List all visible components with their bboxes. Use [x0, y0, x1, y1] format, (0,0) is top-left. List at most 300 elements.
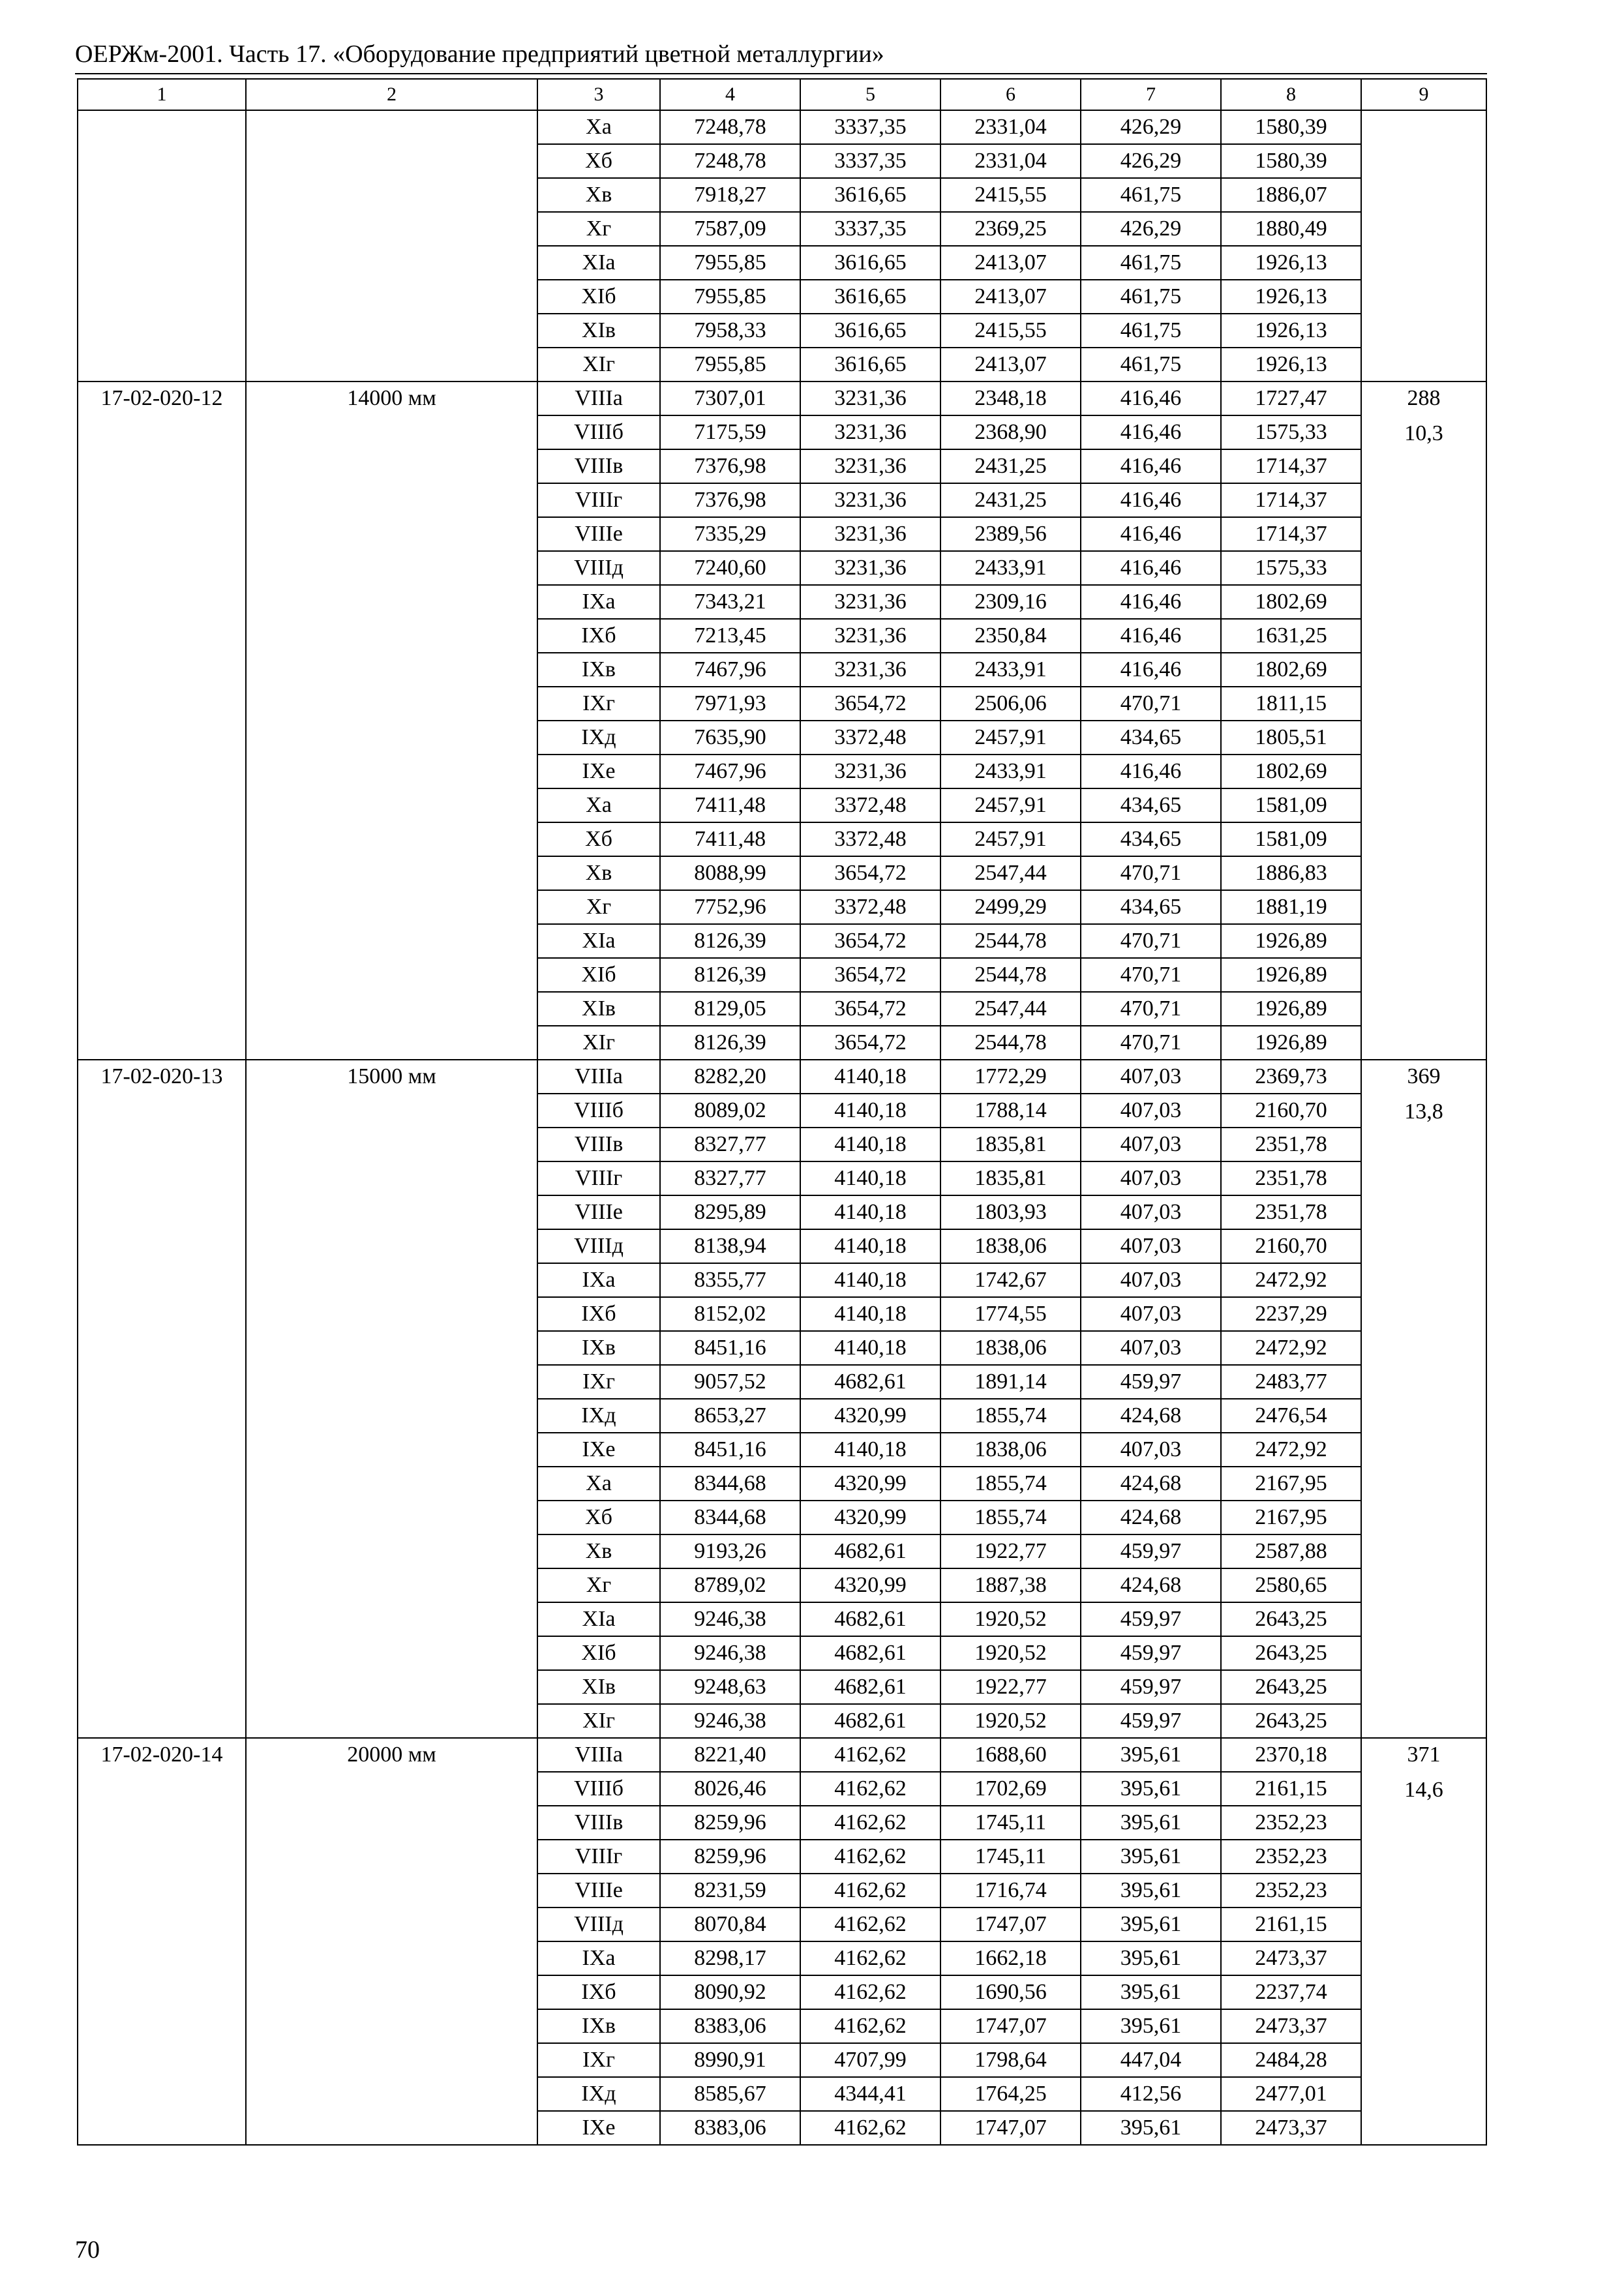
value-cell: 2643,25: [1221, 1636, 1361, 1670]
value-cell: 3616,65: [800, 178, 940, 212]
group-cell: VIIIд: [537, 1229, 660, 1263]
value-cell: 2160,70: [1221, 1229, 1361, 1263]
value-cell: 2351,78: [1221, 1161, 1361, 1195]
group-cell: VIIIг: [537, 1161, 660, 1195]
value-cell: 395,61: [1081, 1908, 1221, 1941]
value-cell: 2473,37: [1221, 2111, 1361, 2145]
value-cell: 9246,38: [660, 1602, 800, 1636]
table-row: [78, 110, 1486, 144]
group-cell: XIa: [537, 924, 660, 958]
group-cell: VIIIг: [537, 1840, 660, 1874]
value-cell: 470,71: [1081, 856, 1221, 890]
value-cell: 1803,93: [940, 1195, 1081, 1229]
code-cell: 17-02-020-12: [78, 382, 246, 1060]
value-cell: 8089,02: [660, 1094, 800, 1128]
value-cell: 4320,99: [800, 1568, 940, 1602]
value-cell: 424,68: [1081, 1568, 1221, 1602]
value-cell: 2431,25: [940, 449, 1081, 483]
value-cell: 2484,28: [1221, 2043, 1361, 2077]
code-cell: 17-02-020-13: [78, 1060, 246, 1738]
value-cell: 1690,56: [940, 1975, 1081, 2009]
group-cell: VIIIг: [537, 483, 660, 517]
value-cell: 9246,38: [660, 1704, 800, 1738]
group-cell: IXд: [537, 721, 660, 755]
group-cell: XIв: [537, 992, 660, 1026]
value-cell: 412,56: [1081, 2077, 1221, 2111]
value-cell: 7335,29: [660, 517, 800, 551]
value-cell: 459,97: [1081, 1534, 1221, 1568]
group-cell: VIIIб: [537, 1094, 660, 1128]
value-cell: 1727,47: [1221, 382, 1361, 415]
value-cell: 1926,89: [1221, 924, 1361, 958]
value-cell: 8298,17: [660, 1941, 800, 1975]
value-cell: 1835,81: [940, 1128, 1081, 1161]
value-cell: 1922,77: [940, 1670, 1081, 1704]
name-cell: 20000 мм: [246, 1738, 537, 2145]
value-cell: 4140,18: [800, 1297, 940, 1331]
value-cell: 459,97: [1081, 1602, 1221, 1636]
value-cell: 1745,11: [940, 1806, 1081, 1840]
value-cell: 407,03: [1081, 1128, 1221, 1161]
group-cell: Xб: [537, 822, 660, 856]
value-cell: 395,61: [1081, 2111, 1221, 2145]
value-cell: 461,75: [1081, 314, 1221, 348]
group-cell: XIг: [537, 348, 660, 382]
value-cell: 1798,64: [940, 2043, 1081, 2077]
value-cell: 8451,16: [660, 1331, 800, 1365]
group-cell: Xв: [537, 856, 660, 890]
value-cell: 1631,25: [1221, 619, 1361, 653]
value-cell: 2483,77: [1221, 1365, 1361, 1399]
value-cell: 8653,27: [660, 1399, 800, 1433]
group-cell: IXв: [537, 653, 660, 687]
group-cell: IXв: [537, 2009, 660, 2043]
col9-cell: [1361, 110, 1486, 382]
value-cell: 1926,13: [1221, 280, 1361, 314]
value-cell: 4140,18: [800, 1195, 940, 1229]
value-cell: 4682,61: [800, 1704, 940, 1738]
value-cell: 1714,37: [1221, 449, 1361, 483]
value-cell: 4140,18: [800, 1094, 940, 1128]
col9-value: 288: [1407, 386, 1441, 410]
value-cell: 4162,62: [800, 1975, 940, 2009]
value-cell: 3616,65: [800, 246, 940, 280]
value-cell: 4140,18: [800, 1433, 940, 1467]
value-cell: 2476,54: [1221, 1399, 1361, 1433]
value-cell: 1920,52: [940, 1704, 1081, 1738]
value-cell: 2457,91: [940, 788, 1081, 822]
value-cell: 1747,07: [940, 2009, 1081, 2043]
value-cell: 459,97: [1081, 1636, 1221, 1670]
value-cell: 424,68: [1081, 1399, 1221, 1433]
value-cell: 7343,21: [660, 585, 800, 619]
group-cell: Xa: [537, 110, 660, 144]
value-cell: 2413,07: [940, 280, 1081, 314]
value-cell: 3616,65: [800, 348, 940, 382]
value-cell: 426,29: [1081, 110, 1221, 144]
value-cell: 1855,74: [940, 1501, 1081, 1534]
value-cell: 2433,91: [940, 653, 1081, 687]
group-cell: VIIIe: [537, 1195, 660, 1229]
value-cell: 2477,01: [1221, 2077, 1361, 2111]
value-cell: 3231,36: [800, 517, 940, 551]
value-cell: 1926,13: [1221, 314, 1361, 348]
value-cell: 2415,55: [940, 178, 1081, 212]
code-cell: [78, 110, 246, 382]
value-cell: 1926,13: [1221, 246, 1361, 280]
value-cell: 7955,85: [660, 246, 800, 280]
value-cell: 8344,68: [660, 1467, 800, 1501]
value-cell: 8231,59: [660, 1874, 800, 1908]
value-cell: 9248,63: [660, 1670, 800, 1704]
value-cell: 4162,62: [800, 1874, 940, 1908]
value-cell: 2237,74: [1221, 1975, 1361, 2009]
value-cell: 4320,99: [800, 1501, 940, 1534]
value-cell: 8259,96: [660, 1806, 800, 1840]
value-cell: 4140,18: [800, 1060, 940, 1094]
value-cell: 9193,26: [660, 1534, 800, 1568]
group-cell: IXб: [537, 1975, 660, 2009]
group-cell: Xв: [537, 1534, 660, 1568]
value-cell: 7752,96: [660, 890, 800, 924]
group-cell: VIIIб: [537, 1772, 660, 1806]
column-number: 9: [1361, 79, 1486, 110]
value-cell: 1811,15: [1221, 687, 1361, 721]
value-cell: 4162,62: [800, 1738, 940, 1772]
name-cell: [246, 110, 537, 382]
value-cell: 2643,25: [1221, 1670, 1361, 1704]
page-header: ОЕРЖм-2001. Часть 17. «Оборудование предприятий цветной металлургии»: [75, 40, 884, 68]
value-cell: 424,68: [1081, 1501, 1221, 1534]
value-cell: 8295,89: [660, 1195, 800, 1229]
value-cell: 7411,48: [660, 788, 800, 822]
value-cell: 426,29: [1081, 212, 1221, 246]
value-cell: 1802,69: [1221, 653, 1361, 687]
col9-value: 13,8: [1404, 1100, 1443, 1124]
value-cell: 1575,33: [1221, 415, 1361, 449]
value-cell: 459,97: [1081, 1704, 1221, 1738]
value-cell: 1575,33: [1221, 551, 1361, 585]
column-number: 2: [246, 79, 537, 110]
value-cell: 2457,91: [940, 822, 1081, 856]
value-cell: 3654,72: [800, 856, 940, 890]
value-cell: 4682,61: [800, 1670, 940, 1704]
value-cell: 8344,68: [660, 1501, 800, 1534]
value-cell: 8383,06: [660, 2111, 800, 2145]
value-cell: 8138,94: [660, 1229, 800, 1263]
value-cell: 2370,18: [1221, 1738, 1361, 1772]
value-cell: 2457,91: [940, 721, 1081, 755]
value-cell: 2352,23: [1221, 1806, 1361, 1840]
value-cell: 8152,02: [660, 1297, 800, 1331]
group-cell: XIг: [537, 1704, 660, 1738]
value-cell: 1855,74: [940, 1467, 1081, 1501]
value-cell: 3337,35: [800, 144, 940, 178]
value-cell: 395,61: [1081, 1738, 1221, 1772]
value-cell: 461,75: [1081, 246, 1221, 280]
value-cell: 1702,69: [940, 1772, 1081, 1806]
value-cell: 3231,36: [800, 551, 940, 585]
value-cell: 8355,77: [660, 1263, 800, 1297]
value-cell: 2161,15: [1221, 1908, 1361, 1941]
value-cell: 1920,52: [940, 1602, 1081, 1636]
value-cell: 416,46: [1081, 755, 1221, 788]
value-cell: 3616,65: [800, 280, 940, 314]
value-cell: 1580,39: [1221, 144, 1361, 178]
value-cell: 4140,18: [800, 1229, 940, 1263]
group-cell: Xб: [537, 144, 660, 178]
group-cell: Xг: [537, 212, 660, 246]
value-cell: 3231,36: [800, 483, 940, 517]
value-cell: 8070,84: [660, 1908, 800, 1941]
column-number: 8: [1221, 79, 1361, 110]
value-cell: 1714,37: [1221, 517, 1361, 551]
value-cell: 407,03: [1081, 1229, 1221, 1263]
group-cell: IXд: [537, 1399, 660, 1433]
value-cell: 2472,92: [1221, 1433, 1361, 1467]
value-cell: 2547,44: [940, 992, 1081, 1026]
value-cell: 7411,48: [660, 822, 800, 856]
value-cell: 8026,46: [660, 1772, 800, 1806]
code-cell: 17-02-020-14: [78, 1738, 246, 2145]
col9-cell: [1361, 382, 1486, 1060]
value-cell: 4162,62: [800, 1806, 940, 1840]
group-cell: VIIIe: [537, 1874, 660, 1908]
value-cell: 1926,89: [1221, 1026, 1361, 1060]
value-cell: 1805,51: [1221, 721, 1361, 755]
group-cell: IXб: [537, 1297, 660, 1331]
value-cell: 4162,62: [800, 2111, 940, 2145]
value-cell: 4162,62: [800, 1908, 940, 1941]
value-cell: 7467,96: [660, 653, 800, 687]
value-cell: 4140,18: [800, 1128, 940, 1161]
group-cell: VIIIб: [537, 415, 660, 449]
group-cell: Xб: [537, 1501, 660, 1534]
name-cell: 14000 мм: [246, 382, 537, 1060]
value-cell: 3654,72: [800, 687, 940, 721]
value-cell: 2472,92: [1221, 1263, 1361, 1297]
value-cell: 2369,25: [940, 212, 1081, 246]
value-cell: 4140,18: [800, 1331, 940, 1365]
value-cell: 8126,39: [660, 924, 800, 958]
value-cell: 416,46: [1081, 551, 1221, 585]
value-cell: 2352,23: [1221, 1840, 1361, 1874]
value-cell: 1891,14: [940, 1365, 1081, 1399]
group-cell: VIIIв: [537, 1128, 660, 1161]
value-cell: 2161,15: [1221, 1772, 1361, 1806]
value-cell: 2506,06: [940, 687, 1081, 721]
value-cell: 2160,70: [1221, 1094, 1361, 1128]
group-cell: VIIIд: [537, 551, 660, 585]
value-cell: 470,71: [1081, 924, 1221, 958]
value-cell: 2351,78: [1221, 1128, 1361, 1161]
group-cell: Xв: [537, 178, 660, 212]
group-cell: VIIIв: [537, 449, 660, 483]
page-number: 70: [75, 2236, 100, 2264]
group-cell: IXд: [537, 2077, 660, 2111]
value-cell: 2433,91: [940, 755, 1081, 788]
value-cell: 1716,74: [940, 1874, 1081, 1908]
value-cell: 3231,36: [800, 653, 940, 687]
col9-value: 10,3: [1404, 421, 1443, 445]
value-cell: 1881,19: [1221, 890, 1361, 924]
value-cell: 3231,36: [800, 415, 940, 449]
value-cell: 2369,73: [1221, 1060, 1361, 1094]
value-cell: 8126,39: [660, 958, 800, 992]
value-cell: 3231,36: [800, 619, 940, 653]
value-cell: 1764,25: [940, 2077, 1081, 2111]
value-cell: 7587,09: [660, 212, 800, 246]
group-cell: IXг: [537, 2043, 660, 2077]
group-cell: VIIIa: [537, 1738, 660, 1772]
column-number: 3: [537, 79, 660, 110]
value-cell: 416,46: [1081, 585, 1221, 619]
value-cell: 1742,67: [940, 1263, 1081, 1297]
value-cell: 8383,06: [660, 2009, 800, 2043]
group-cell: Xг: [537, 1568, 660, 1602]
group-cell: IXa: [537, 585, 660, 619]
value-cell: 434,65: [1081, 788, 1221, 822]
value-cell: 416,46: [1081, 619, 1221, 653]
value-cell: 1581,09: [1221, 822, 1361, 856]
value-cell: 2580,65: [1221, 1568, 1361, 1602]
column-number: 1: [78, 79, 246, 110]
col9-value: 371: [1407, 1743, 1441, 1767]
value-cell: 407,03: [1081, 1297, 1221, 1331]
value-cell: 2431,25: [940, 483, 1081, 517]
value-cell: 8259,96: [660, 1840, 800, 1874]
value-cell: 1772,29: [940, 1060, 1081, 1094]
value-cell: 3654,72: [800, 924, 940, 958]
value-cell: 1920,52: [940, 1636, 1081, 1670]
value-cell: 3231,36: [800, 585, 940, 619]
value-cell: 1838,06: [940, 1229, 1081, 1263]
table-row: [78, 1060, 1486, 1094]
value-cell: 470,71: [1081, 958, 1221, 992]
value-cell: 8126,39: [660, 1026, 800, 1060]
value-cell: 2167,95: [1221, 1501, 1361, 1534]
table-row: [78, 1738, 1486, 1772]
value-cell: 2473,37: [1221, 1941, 1361, 1975]
value-cell: 461,75: [1081, 280, 1221, 314]
column-number: 6: [940, 79, 1081, 110]
group-cell: XIб: [537, 958, 660, 992]
value-cell: 2499,29: [940, 890, 1081, 924]
value-cell: 470,71: [1081, 992, 1221, 1026]
value-cell: 2352,23: [1221, 1874, 1361, 1908]
value-cell: 8327,77: [660, 1128, 800, 1161]
value-cell: 4162,62: [800, 2009, 940, 2043]
value-cell: 2351,78: [1221, 1195, 1361, 1229]
value-cell: 7955,85: [660, 348, 800, 382]
column-number: 7: [1081, 79, 1221, 110]
value-cell: 7467,96: [660, 755, 800, 788]
value-cell: 426,29: [1081, 144, 1221, 178]
group-cell: IXб: [537, 619, 660, 653]
group-cell: VIIIд: [537, 1908, 660, 1941]
value-cell: 4682,61: [800, 1534, 940, 1568]
value-cell: 2544,78: [940, 1026, 1081, 1060]
col9-value: 14,6: [1404, 1778, 1443, 1802]
value-cell: 4140,18: [800, 1263, 940, 1297]
value-cell: 3337,35: [800, 212, 940, 246]
value-cell: 3337,35: [800, 110, 940, 144]
value-cell: 1747,07: [940, 2111, 1081, 2145]
value-cell: 407,03: [1081, 1433, 1221, 1467]
value-cell: 2544,78: [940, 958, 1081, 992]
table-body: [78, 79, 1486, 2145]
value-cell: 1922,77: [940, 1534, 1081, 1568]
value-cell: 416,46: [1081, 483, 1221, 517]
value-cell: 424,68: [1081, 1467, 1221, 1501]
value-cell: 7248,78: [660, 110, 800, 144]
table-row: [78, 382, 1486, 415]
value-cell: 7175,59: [660, 415, 800, 449]
value-cell: 4320,99: [800, 1467, 940, 1501]
value-cell: 4707,99: [800, 2043, 940, 2077]
value-cell: 416,46: [1081, 449, 1221, 483]
value-cell: 395,61: [1081, 2009, 1221, 2043]
value-cell: 1838,06: [940, 1331, 1081, 1365]
value-cell: 2167,95: [1221, 1467, 1361, 1501]
value-cell: 1580,39: [1221, 110, 1361, 144]
value-cell: 470,71: [1081, 687, 1221, 721]
value-cell: 2413,07: [940, 246, 1081, 280]
value-cell: 7376,98: [660, 449, 800, 483]
group-cell: IXe: [537, 755, 660, 788]
value-cell: 1926,13: [1221, 348, 1361, 382]
value-cell: 8090,92: [660, 1975, 800, 2009]
value-cell: 3231,36: [800, 382, 940, 415]
value-cell: 434,65: [1081, 890, 1221, 924]
value-cell: 4344,41: [800, 2077, 940, 2111]
value-cell: 2348,18: [940, 382, 1081, 415]
value-cell: 4682,61: [800, 1636, 940, 1670]
value-cell: 407,03: [1081, 1331, 1221, 1365]
value-cell: 8282,20: [660, 1060, 800, 1094]
value-cell: 2309,16: [940, 585, 1081, 619]
group-cell: VIIIa: [537, 382, 660, 415]
value-cell: 7376,98: [660, 483, 800, 517]
value-cell: 7213,45: [660, 619, 800, 653]
value-cell: 395,61: [1081, 1840, 1221, 1874]
group-cell: VIIIe: [537, 517, 660, 551]
value-cell: 4162,62: [800, 1772, 940, 1806]
group-cell: XIв: [537, 1670, 660, 1704]
group-cell: IXa: [537, 1263, 660, 1297]
value-cell: 3654,72: [800, 1026, 940, 1060]
value-cell: 2587,88: [1221, 1534, 1361, 1568]
value-cell: 4162,62: [800, 1840, 940, 1874]
value-cell: 8088,99: [660, 856, 800, 890]
value-cell: 3372,48: [800, 721, 940, 755]
value-cell: 1835,81: [940, 1161, 1081, 1195]
value-cell: 9246,38: [660, 1636, 800, 1670]
value-cell: 4682,61: [800, 1602, 940, 1636]
value-cell: 416,46: [1081, 517, 1221, 551]
group-cell: IXг: [537, 1365, 660, 1399]
value-cell: 1838,06: [940, 1433, 1081, 1467]
value-cell: 3372,48: [800, 822, 940, 856]
value-cell: 2413,07: [940, 348, 1081, 382]
value-cell: 4320,99: [800, 1399, 940, 1433]
value-cell: 2389,56: [940, 517, 1081, 551]
value-cell: 1745,11: [940, 1840, 1081, 1874]
value-cell: 434,65: [1081, 822, 1221, 856]
group-cell: VIIIв: [537, 1806, 660, 1840]
value-cell: 2415,55: [940, 314, 1081, 348]
value-cell: 470,71: [1081, 1026, 1221, 1060]
